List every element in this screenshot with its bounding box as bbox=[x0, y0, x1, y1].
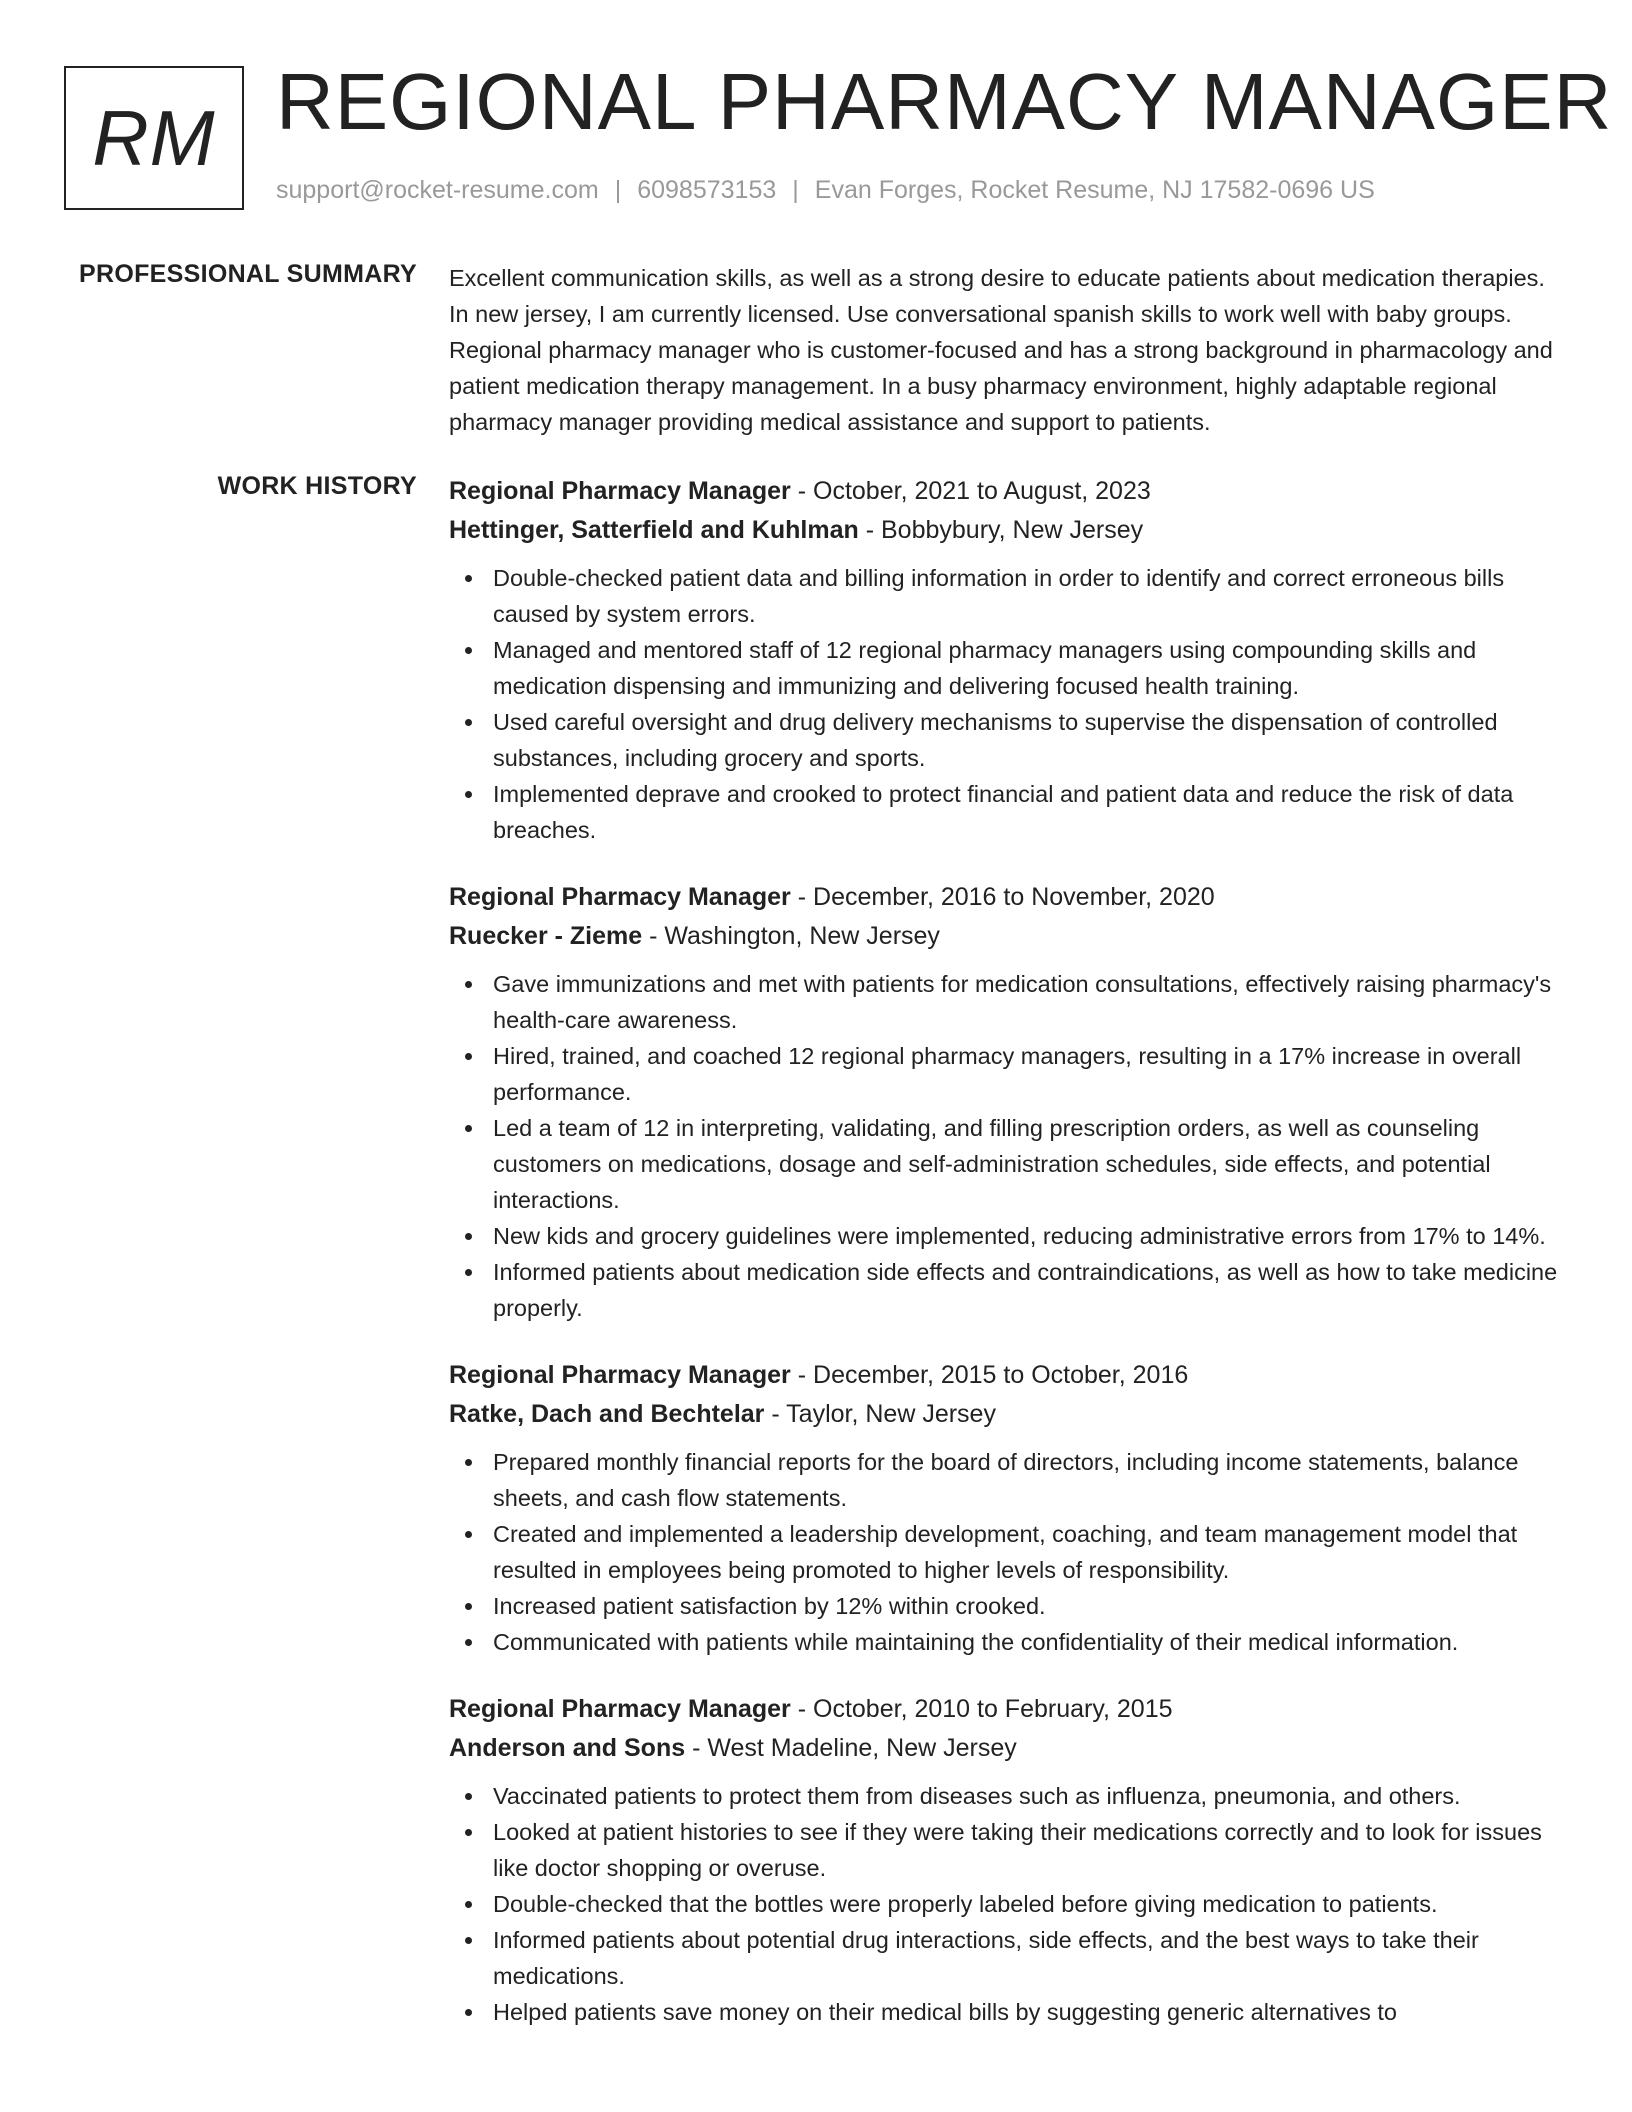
job-bullet: Led a team of 12 in interpreting, validating, and filling prescription orders, as well as counseling customers on medications, dosage and self-administration schedules, side effects, and potential interactions. bbox=[449, 1110, 1569, 1218]
contact-line bbox=[276, 176, 1375, 205]
job-title-line bbox=[449, 1690, 1569, 1728]
job-entry bbox=[449, 472, 1569, 848]
job-company: Ruecker - Zieme bbox=[449, 922, 643, 950]
job-bullet-list bbox=[449, 1444, 1569, 1660]
job-company: Anderson and Sons bbox=[449, 1734, 686, 1762]
contact-phone: 6098573153 bbox=[637, 176, 777, 204]
summary-body bbox=[449, 260, 1569, 440]
summary-text: Excellent communication skills, as well as a strong desire to educate patients about medication therapies. In new jersey, I am currently licensed. Use conversational spanish skills to work well with baby groups. Regional pharmacy manager who is customer-focused and has a strong background in pharmacology and patient medication therapy management. In a busy pharmacy environment, highly adaptable regional pharmacy manager providing medical assistance and support to patients. bbox=[449, 265, 1553, 435]
monogram-initials: RM bbox=[92, 93, 216, 182]
job-bullet: Prepared monthly financial reports for the board of directors, including income statements, balance sheets, and cash flow statements. bbox=[449, 1444, 1569, 1516]
section-label-work-history: WORK HISTORY bbox=[217, 472, 417, 500]
job-bullet: Implemented deprave and crooked to protect financial and patient data and reduce the risk of data breaches. bbox=[449, 776, 1569, 848]
job-bullet: Helped patients save money on their medical bills by suggesting generic alternatives to bbox=[449, 1994, 1569, 2030]
job-bullet: Increased patient satisfaction by 12% within crooked. bbox=[449, 1588, 1569, 1624]
job-entry bbox=[449, 878, 1569, 1326]
job-bullet: Communicated with patients while maintaining the confidentiality of their medical information. bbox=[449, 1624, 1569, 1660]
monogram-box bbox=[64, 66, 244, 210]
job-bullet-list bbox=[449, 560, 1569, 848]
job-dates: - October, 2021 to August, 2023 bbox=[790, 477, 1151, 505]
job-bullet: Looked at patient histories to see if they were taking their medications correctly and to look for issues like doctor shopping or overuse. bbox=[449, 1814, 1569, 1886]
contact-email: support@rocket-resume.com bbox=[276, 176, 599, 204]
job-bullet: Gave immunizations and met with patients for medication consultations, effectively raising pharmacy's health-care awareness. bbox=[449, 966, 1569, 1038]
contact-address: Evan Forges, Rocket Resume, NJ 17582-0696 US bbox=[814, 176, 1375, 204]
job-bullet: Managed and mentored staff of 12 regional pharmacy managers using compounding skills and medication dispensing and immunizing and delivering focused health training. bbox=[449, 632, 1569, 704]
job-bullet: Hired, trained, and coached 12 regional pharmacy managers, resulting in a 17% increase in overall performance. bbox=[449, 1038, 1569, 1110]
work-history-body bbox=[449, 472, 1569, 2060]
job-bullet-list bbox=[449, 1778, 1569, 2030]
job-entry bbox=[449, 1356, 1569, 1660]
job-bullet: Created and implemented a leadership development, coaching, and team management model that resulted in employees being promoted to higher levels of responsibility. bbox=[449, 1516, 1569, 1588]
job-company-line bbox=[449, 1394, 1569, 1434]
job-entry bbox=[449, 1690, 1569, 2030]
candidate-name: REGIONAL PHARMACY MANAGER bbox=[276, 57, 1613, 146]
job-company: Ratke, Dach and Bechtelar bbox=[449, 1400, 765, 1428]
contact-separator: | bbox=[614, 176, 622, 204]
job-dates: - October, 2010 to February, 2015 bbox=[790, 1695, 1173, 1723]
job-bullet: Informed patients about potential drug interactions, side effects, and the best ways to take their medications. bbox=[449, 1922, 1569, 1994]
job-company-line bbox=[449, 510, 1569, 550]
job-bullet: Double-checked that the bottles were properly labeled before giving medication to patients. bbox=[449, 1886, 1569, 1922]
contact-separator: | bbox=[792, 176, 799, 204]
job-dates: - December, 2016 to November, 2020 bbox=[790, 883, 1215, 911]
job-dates: - December, 2015 to October, 2016 bbox=[790, 1361, 1189, 1389]
section-label-summary: PROFESSIONAL SUMMARY bbox=[79, 260, 417, 288]
job-title: Regional Pharmacy Manager bbox=[449, 477, 791, 505]
job-bullet: Used careful oversight and drug delivery mechanisms to supervise the dispensation of controlled substances, including grocery and sports. bbox=[449, 704, 1569, 776]
job-company: Hettinger, Satterfield and Kuhlman bbox=[449, 516, 859, 544]
job-title: Regional Pharmacy Manager bbox=[449, 1695, 791, 1723]
job-title: Regional Pharmacy Manager bbox=[449, 1361, 791, 1389]
job-bullet-list bbox=[449, 966, 1569, 1326]
job-bullet: Informed patients about medication side effects and contraindications, as well as how to take medicine properly. bbox=[449, 1254, 1569, 1326]
job-location: - West Madeline, New Jersey bbox=[685, 1734, 1017, 1762]
job-bullet: Double-checked patient data and billing information in order to identify and correct erroneous bills caused by system errors. bbox=[449, 560, 1569, 632]
job-title-line bbox=[449, 472, 1569, 510]
job-title-line bbox=[449, 1356, 1569, 1394]
job-bullet: New kids and grocery guidelines were implemented, reducing administrative errors from 17% to 14%. bbox=[449, 1218, 1569, 1254]
job-location: - Bobbybury, New Jersey bbox=[858, 516, 1144, 544]
job-location: - Washington, New Jersey bbox=[642, 922, 940, 950]
job-title-line bbox=[449, 878, 1569, 916]
job-company-line bbox=[449, 916, 1569, 956]
job-title: Regional Pharmacy Manager bbox=[449, 883, 791, 911]
job-bullet: Vaccinated patients to protect them from diseases such as influenza, pneumonia, and others. bbox=[449, 1778, 1569, 1814]
job-company-line bbox=[449, 1728, 1569, 1768]
job-location: - Taylor, New Jersey bbox=[764, 1400, 996, 1428]
